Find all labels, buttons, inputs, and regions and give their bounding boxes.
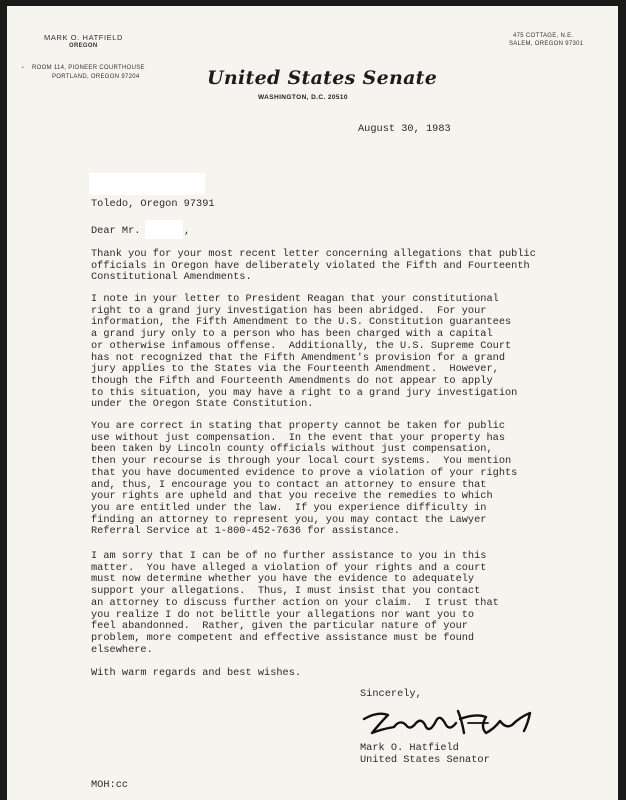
header-state: OREGON	[69, 43, 98, 49]
handwritten-signature	[360, 705, 545, 741]
header-right-line1: 475 COTTAGE, N.E.	[513, 33, 574, 39]
paragraph-5: With warm regards and best wishes.	[91, 667, 302, 679]
header-right-line2: SALEM, OREGON 97301	[509, 41, 584, 47]
header-senator-name: MARK O. HATFIELD	[44, 33, 124, 42]
header-office-line1: ROOM 114, PIONEER COURTHOUSE	[32, 65, 145, 71]
signer-title: United States Senator	[360, 754, 490, 766]
paragraph-1: Thank you for your most recent letter concerning allegations that public officials in Oregon have deliberately violated the Fifth and Fourteenth Constitutional Amendments.	[91, 248, 536, 284]
paragraph-3: You are correct in stating that property cannot be taken for public use without just compensation. In the event that your property has been taken by Lincoln county officials without just compensation, then your recourse is through your local court systems. You mention that you have documented evidence to prove a violation of your rights and, thus, I encourage you to contact an attorney to ensure that your rights are upheld and that you receive the remedies to which you are entitled under the law. If you experience difficulty in finding an attorney to represent you, you may contact the Lawyer Referral Service at 1-800-452-7636 for assistance.	[91, 420, 518, 538]
paragraph-2: I note in your letter to President Reagan that your constitutional right to a grand jury investigation has been abridged. For your information, the Fifth Amendment to the U.S. Constitution guarantees a grand jury only to a person who has been charged with a capital or otherwise infamous offense. Additionally, the U.S. Supreme Court has not recognized that the Fifth Amendment's provision for a grand jury applies to the States via the Fourteenth Amendment. However, though the Fifth and Fourteenth Amendments do not appear to apply to this situation, you may have a right to a grand jury investigation under the Oregon State Constitution.	[91, 293, 518, 411]
letterhead-title: United States Senate	[207, 67, 438, 89]
paragraph-4: I am sorry that I can be of no further assistance to you in this matter. You have alleged a violation of your rights and a court must now determine whether you have the evidence to adequately support your allegations. Thus, I must insist that you contact an attorney to discuss further action on your claim. I trust that you realize I do not belittle your allegations nor want you to feel abandonned. Rather, given the particular nature of your problem, more competent and effective assistance must be found elsewhere.	[91, 550, 499, 656]
redaction-box-salutation	[145, 220, 183, 239]
salutation-prefix: Dear Mr.	[91, 225, 141, 237]
address-city: Toledo, Oregon 97391	[91, 198, 215, 210]
letter-date: August 30, 1983	[358, 123, 451, 135]
letter-page	[7, 6, 618, 800]
bullet-icon: •	[22, 66, 24, 71]
closing: Sincerely,	[360, 688, 422, 700]
signer-name: Mark O. Hatfield	[360, 742, 459, 754]
header-office-line2: PORTLAND, OREGON 97204	[52, 74, 140, 80]
redaction-box-addressee	[89, 173, 205, 195]
typist-initials: MOH:cc	[91, 779, 129, 791]
salutation-suffix: ,	[184, 225, 191, 237]
letterhead-location: WASHINGTON, D.C. 20510	[258, 94, 348, 101]
